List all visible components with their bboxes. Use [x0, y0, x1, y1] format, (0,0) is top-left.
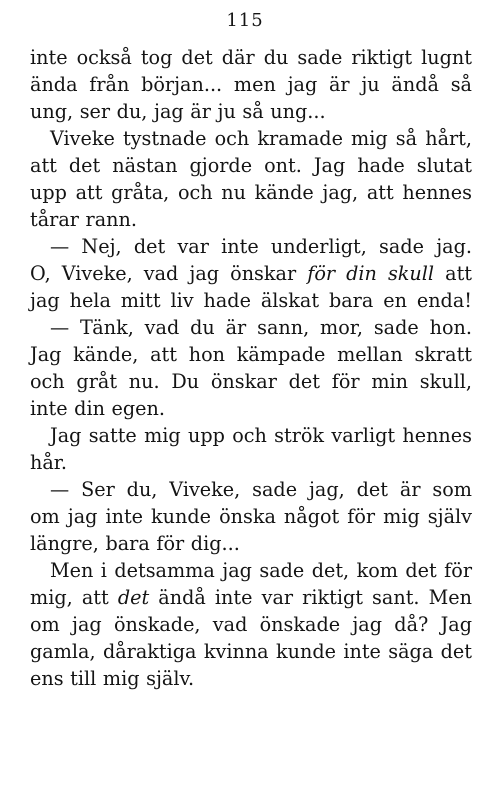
- line-segment: att: [434, 262, 472, 285]
- page-number: 115: [226, 10, 264, 31]
- text-line: och gråt nu. Du önskar det för min skull,: [30, 370, 472, 393]
- text-line: inte din egen.: [30, 397, 165, 420]
- body-text: [30, 44, 472, 692]
- text-line: tårar rann.: [30, 208, 137, 231]
- text-line: — Ser du, Viveke, sade jag, det är som: [50, 478, 472, 501]
- text-line: [30, 260, 472, 287]
- line-segment: O, Viveke, vad jag önskar: [30, 262, 308, 285]
- text-line: jag hela mitt liv hade älskat bara en enda!: [30, 289, 472, 312]
- text-line: — Nej, det var inte underligt, sade jag.: [50, 235, 472, 258]
- line-segment: ändå inte var riktigt sant. Men: [149, 586, 472, 609]
- text-line: — Tänk, vad du är sann, mor, sade hon.: [50, 316, 472, 339]
- italic-emphasis: för din skull: [307, 262, 435, 285]
- text-line: Jag kände, att hon kämpade mellan skratt: [30, 343, 472, 366]
- text-line: hår.: [30, 451, 67, 474]
- text-line: gamla, dåraktiga kvinna kunde inte säga det: [30, 640, 472, 663]
- text-line: ens till mig själv.: [30, 667, 195, 690]
- line-segment: mig, att: [30, 586, 118, 609]
- text-line: ända från början... men jag är ju ändå så: [30, 73, 472, 96]
- text-line: om jag inte kunde önska något för mig själv: [30, 505, 472, 528]
- text-line: längre, bara för dig...: [30, 532, 240, 555]
- italic-emphasis: det: [117, 586, 150, 609]
- text-line: Viveke tystnade och kramade mig så hårt,: [50, 127, 472, 150]
- text-line: att det nästan gjorde ont. Jag hade slutat: [30, 154, 472, 177]
- text-line: [30, 584, 472, 611]
- text-line: Jag satte mig upp och strök varligt hennes: [50, 424, 472, 447]
- text-line: upp att gråta, och nu kände jag, att hennes: [30, 181, 472, 204]
- text-line: ung, ser du, jag är ju så ung...: [30, 100, 326, 123]
- text-line: om jag önskade, vad önskade jag då? Jag: [30, 613, 472, 636]
- text-line: inte också tog det där du sade riktigt lugnt: [30, 46, 472, 69]
- text-line: Men i detsamma jag sade det, kom det för: [50, 559, 472, 582]
